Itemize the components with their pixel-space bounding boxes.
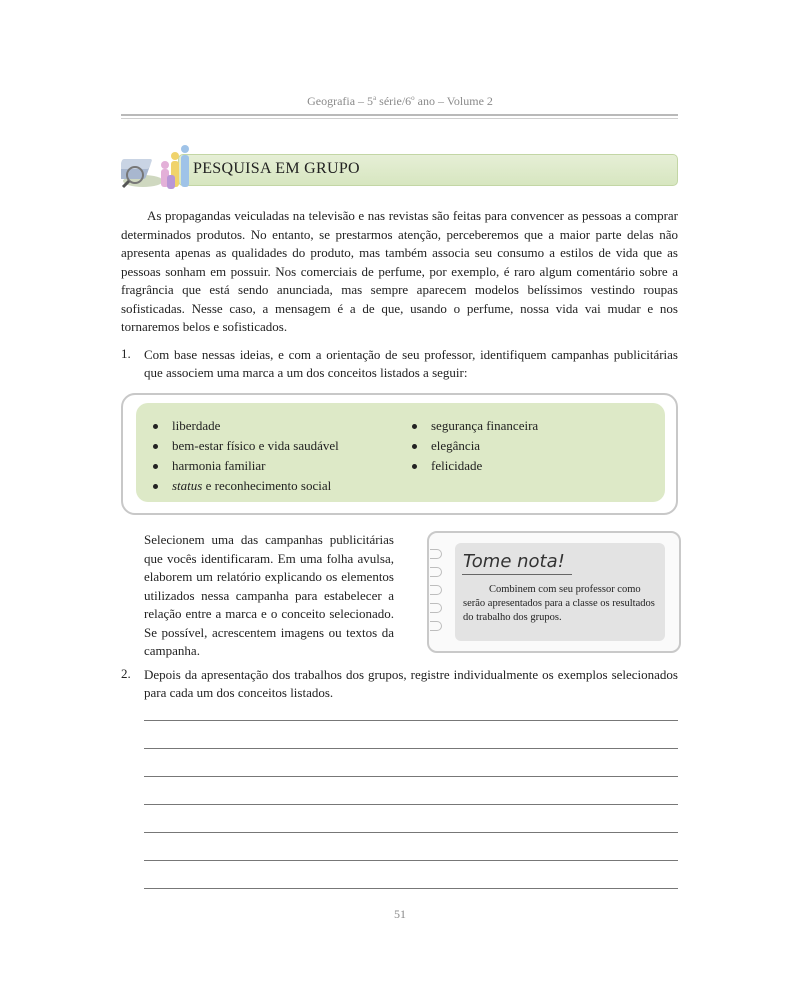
list-item: liberdade [152, 416, 339, 436]
list-item: elegância [411, 436, 538, 456]
intro-paragraph: As propagandas veiculadas na televisão e nas revistas são feitas para convencer as pessoas a comprar determinados produtos. No entanto, se prestarmos atenção, perceberemos que a maior parte delas não apresenta apenas as qualidades do produto, mas também associa seu consumo a estilos de vida que as pessoas sonham em possuir. Nos comerciais de perfume, por exemplo, é raro algum comentário sobre a fragrância que está sendo anunciada, mas sempre aparecem modelos belíssimos vestindo roupas sofisticadas. Nesse caso, a mensagem é a de que, usando o perfume, nossa vida vai mudar e nos tornaremos belos e sofisticados. [121, 208, 678, 334]
binder-ring-icon [430, 549, 442, 559]
group-research-icon [121, 141, 193, 191]
answer-line [144, 720, 678, 721]
question-1-number: 1. [121, 346, 131, 361]
header-rule-thin [121, 118, 678, 119]
binder-ring-icon [430, 567, 442, 577]
running-head: Geografia – 5$^a$ série/6$^o$ ano – Volume 2 [307, 94, 493, 108]
question-2-number: 2. [121, 666, 131, 681]
binder-ring-icon [430, 585, 442, 595]
binder-ring-icon [430, 603, 442, 613]
concept-list-left [152, 416, 339, 496]
answer-line [144, 776, 678, 777]
page-number: 51 [394, 907, 406, 921]
answer-line [144, 860, 678, 861]
answer-line [144, 832, 678, 833]
question-1-text: Com base nessas ideias, e com a orientação de seu professor, identifiquem campanhas publicitárias que associem uma marca a um dos conceitos listados a seguir: [144, 347, 678, 380]
answer-line [144, 888, 678, 889]
list-item: harmonia familiar [152, 456, 339, 476]
header-rule [121, 114, 678, 116]
list-item: status e reconhecimento social [152, 476, 339, 496]
binder-ring-icon [430, 621, 442, 631]
list-item: felicidade [411, 456, 538, 476]
instructions-text: Selecionem uma das campanhas publicitárias que vocês identificaram. Em uma folha avulsa, elaborem um relatório explicando os elementos utilizados nessa campanha para estabelecer a relação entre a marca e o conceito selecionado. Se possível, acrescentem imagens ou textos da campanha. [144, 532, 394, 658]
answer-line [144, 804, 678, 805]
list-item: bem-estar físico e vida saudável [152, 436, 339, 456]
concept-list-right [411, 416, 538, 476]
list-item: segurança financeira [411, 416, 538, 436]
note-body: Combinem com seu professor como serão apresentados para a classe os resultados do trabalho dos grupos. [463, 584, 655, 623]
question-2-text: Depois da apresentação dos trabalhos dos grupos, registre individualmente os exemplos selecionados para cada um dos conceitos listados. [144, 667, 678, 700]
answer-line [144, 748, 678, 749]
note-title: Tome nota! [463, 551, 565, 572]
note-title-underline [462, 574, 572, 575]
section-title: PESQUISA EM GRUPO [193, 160, 360, 177]
